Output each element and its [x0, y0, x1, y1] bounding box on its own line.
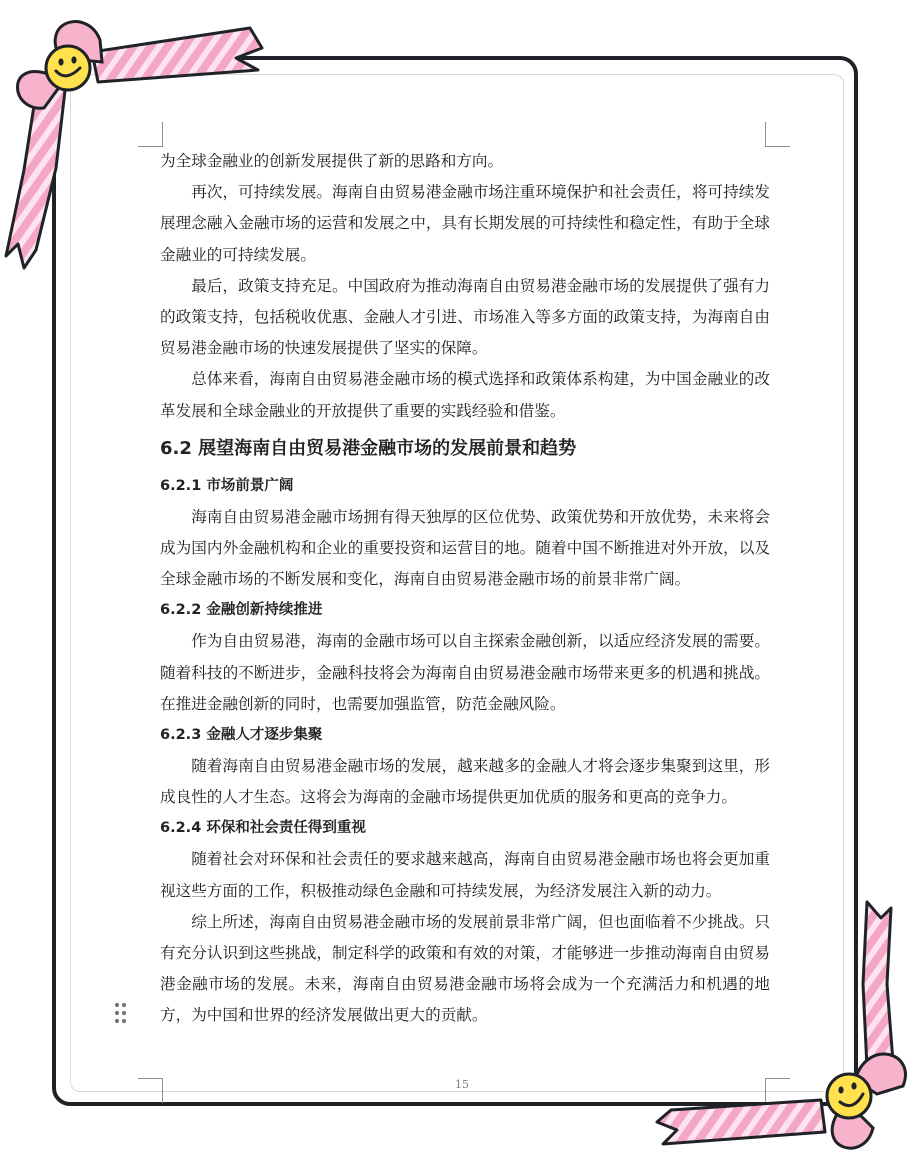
subsection-heading-6-2-2: 6.2.2 金融创新持续推进	[160, 602, 323, 619]
drag-handle-icon[interactable]	[115, 1003, 129, 1025]
paragraph-6-2-2: 作为自由贸易港，海南的金融市场可以自主探索金融创新，以适应经济发展的需要。随着科技的不断进步，金融科技将会为海南自由贸易港金融市场带来更多的机遇和挑战。在推进金融创新的同时，也需要加强监管，防范金融风险。	[160, 632, 770, 713]
paragraph-6-2-3: 随着海南自由贸易港金融市场的发展，越来越多的金融人才将会逐步集聚到这里，形成良性的人才生态。这将会为海南的金融市场提供更加优质的服务和更高的竞争力。	[160, 757, 770, 807]
paragraph-overall: 总体来看，海南自由贸易港金融市场的模式选择和政策体系构建，为中国金融业的改革发展和全球金融业的开放提供了重要的实践经验和借鉴。	[160, 370, 770, 420]
margin-mark-top-right	[765, 122, 790, 147]
paragraph-continuation: 为全球金融业的创新发展提供了新的思路和方向。	[160, 152, 504, 170]
subsection-heading-6-2-1: 6.2.1 市场前景广阔	[160, 477, 294, 494]
smiley-face-icon	[827, 1074, 871, 1118]
page-number: 15	[455, 1078, 469, 1091]
paragraph-6-2-4: 随着社会对环保和社会责任的要求越来越高，海南自由贸易港金融市场也将会更加重视这些方面的工作，积极推动绿色金融和可持续发展，为经济发展注入新的动力。	[160, 850, 770, 900]
document-body	[160, 146, 770, 1032]
subsection-heading-6-2-3: 6.2.3 金融人才逐步集聚	[160, 727, 323, 744]
paragraph-6-2-1: 海南自由贸易港金融市场拥有得天独厚的区位优势、政策优势和开放优势，未来将会成为国内外金融机构和企业的重要投资和运营目的地。随着中国不断推进对外开放，以及全球金融市场的不断发展和变化，海南自由贸易港金融市场的前景非常广阔。	[160, 507, 770, 589]
margin-mark-bottom-left	[138, 1078, 163, 1103]
paragraph-sustainability: 再次，可持续发展。海南自由贸易港金融市场注重环境保护和社会责任，将可持续发展理念融入金融市场的运营和发展之中，具有长期发展的可持续性和稳定性，有助于全球金融业的可持续发展。	[160, 183, 770, 264]
subsection-heading-6-2-4: 6.2.4 环保和社会责任得到重视	[160, 820, 366, 837]
paragraph-policy-support: 最后，政策支持充足。中国政府为推动海南自由贸易港金融市场的发展提供了强有力的政策支持，包括税收优惠、金融人才引进、市场准入等多方面的政策支持，为海南自由贸易港金融市场的快速发展提供了坚实的保障。	[160, 276, 770, 358]
paragraph-conclusion: 综上所述，海南自由贸易港金融市场的发展前景非常广阔，但也面临着不少挑战。只有充分认识到这些挑战，制定科学的政策和有效的对策，才能够进一步推动海南自由贸易港金融市场的发展。未来，海南自由贸易港金融市场将会成为一个充满活力和机遇的地方，为中国和世界的经济发展做出更大的贡献。	[160, 912, 770, 1025]
smiley-face-icon	[46, 46, 90, 90]
section-heading-6-2: 6.2 展望海南自由贸易港金融市场的发展前景和趋势	[160, 437, 577, 459]
